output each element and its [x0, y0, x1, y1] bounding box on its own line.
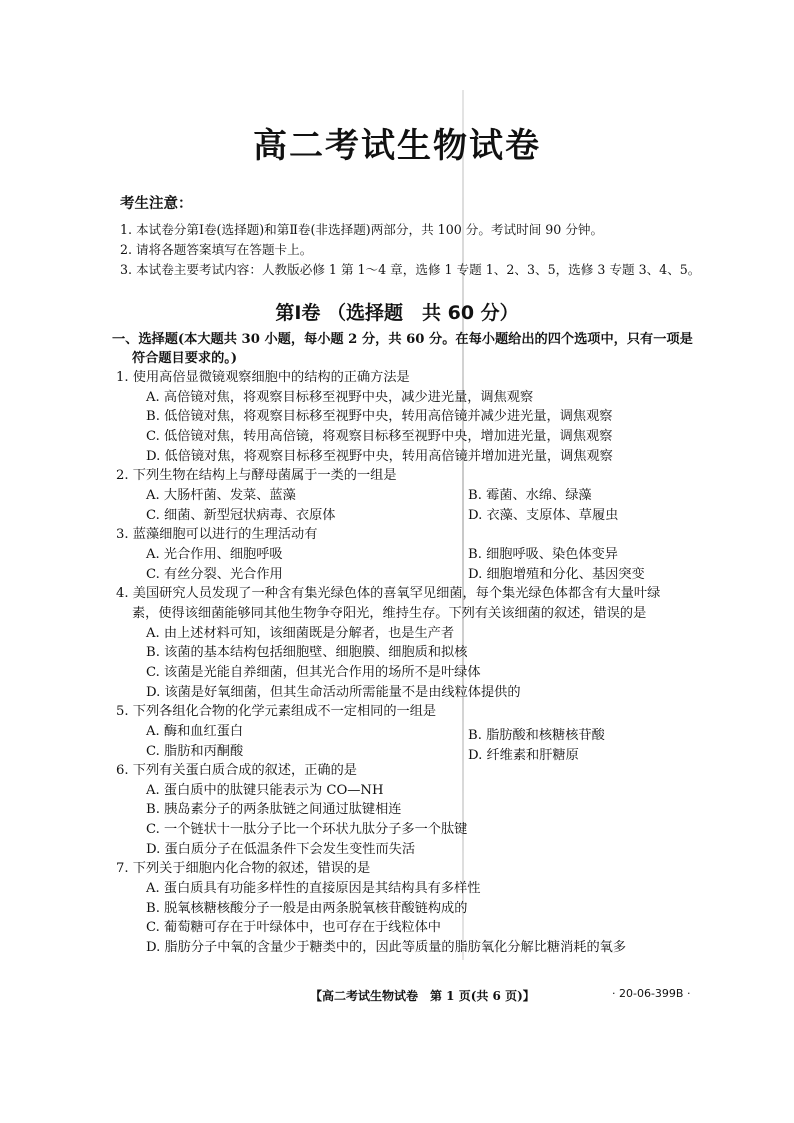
option-c: C. 低倍镜对焦，转用高倍镜，将观察目标移至视野中央，增加进光量，调焦观察 [146, 428, 613, 444]
exam-notice [120, 192, 740, 280]
question-stem: 3. 蓝藻细胞可以进行的生理活动有 [116, 527, 318, 543]
question-stem: 1. 使用高倍显微镜观察细胞中的结构的正确方法是 [116, 370, 410, 385]
option-b: B. 霉菌、水绵、绿藻 [468, 487, 592, 503]
option-b: B. 脱氧核糖核酸分子一般是由两条脱氧核苷酸链构成的 [146, 900, 468, 916]
option-d: D. 蛋白质分子在低温条件下会发生变性而失活 [146, 841, 416, 857]
question-3 [116, 525, 716, 584]
option-c: C. 细菌、新型冠状病毒、衣原体 [146, 507, 336, 523]
question-area [112, 330, 716, 957]
question-1 [116, 368, 716, 466]
option-c: C. 该菌是光能自养细菌，但其光合作用的场所不是叶绿体 [146, 664, 481, 680]
option-d: D. 该菌是好氧细菌，但其生命活动所需能量不是由线粒体提供的 [146, 684, 521, 700]
notice-line-2: 2. 请将各题答案填写在答题卡上。 [120, 242, 313, 257]
question-5 [116, 702, 716, 761]
option-a: A. 蛋白质中的肽键只能表示为 CO—NH [146, 782, 384, 798]
option-row [116, 486, 716, 506]
section-title: 第Ⅰ卷 （选择题 共 60 分） [275, 302, 519, 324]
question-7 [116, 859, 716, 957]
question-stem: 2. 下列生物在结构上与酵母菌属于一类的一组是 [116, 468, 397, 484]
option-d: D. 纤维素和肝糖原 [468, 747, 579, 763]
option-row [116, 506, 716, 526]
option-b: B. 胰岛素分子的两条肽链之间通过肽键相连 [146, 802, 402, 818]
question-2 [116, 466, 716, 525]
option-a: A. 酶和血红蛋白 [146, 723, 244, 739]
option-row [116, 722, 716, 742]
notice-heading: 考生注意： [120, 196, 193, 212]
question-4 [116, 584, 716, 702]
option-b: B. 该菌的基本结构包括细胞壁、细胞膜、细胞质和拟核 [146, 645, 468, 661]
question-stem: 5. 下列各组化合物的化学元素组成不一定相同的一组是 [116, 704, 437, 720]
footer-page-info: 【高二考试生物试卷 第 1 页(共 6 页)】 [310, 989, 535, 1003]
option-a: A. 光合作用、细胞呼吸 [146, 546, 283, 562]
option-a: A. 由上述材料可知，该细菌既是分解者，也是生产者 [146, 625, 455, 641]
question-6 [116, 761, 716, 859]
question-stem: 6. 下列有关蛋白质合成的叙述，正确的是 [116, 763, 357, 779]
notice-line-3: 3. 本试卷主要考试内容：人教版必修 1 第 1～4 章，选修 1 专题 1、2、3、5，选修 3 专题 3、4、5。 [120, 262, 701, 277]
question-stem: 4. 美国研究人员发现了一种含有集光绿色体的喜氧罕见细菌，每个集光绿色体都含有大量叶绿 [116, 586, 661, 602]
option-b: B. 低倍镜对焦，将观察目标移至视野中央，转用高倍镜并减少进光量，调焦观察 [146, 409, 613, 425]
option-d: D. 衣藻、支原体、草履虫 [468, 507, 619, 523]
option-b: B. 脂肪酸和核糖核苷酸 [468, 727, 605, 743]
question-stem: 7. 下列关于细胞内化合物的叙述，错误的是 [116, 861, 371, 877]
option-c: C. 葡萄糖可存在于叶绿体中，也可存在于线粒体中 [146, 920, 441, 936]
option-b: B. 细胞呼吸、染色体变异 [468, 546, 618, 562]
option-row [116, 545, 716, 565]
option-c: C. 一个链状十一肽分子比一个环状九肽分子多一个肽键 [146, 822, 468, 838]
option-row [116, 742, 716, 762]
option-d: D. 脂肪分子中氧的含量少于糖类中的，因此等质量的脂肪氧化分解比糖消耗的氧多 [146, 939, 627, 955]
option-d: D. 低倍镜对焦，将观察目标移至视野中央，转用高倍镜并增加进光量，调焦观察 [146, 448, 613, 464]
section-instruction [112, 330, 716, 368]
option-c: C. 脂肪和丙酮酸 [146, 743, 244, 759]
option-row [116, 565, 716, 585]
option-a: A. 高倍镜对焦，将观察目标移至视野中央，减少进光量，调焦观察 [146, 389, 534, 405]
footer-exam-code: · 20-06-399B · [612, 987, 691, 1000]
notice-line-1: 1. 本试卷分第Ⅰ卷(选择题)和第Ⅱ卷(非选择题)两部分，共 100 分。考试时间 90 分钟。 [120, 222, 604, 237]
option-a: A. 大肠杆菌、发菜、蓝藻 [146, 487, 296, 503]
option-d: D. 细胞增殖和分化、基因突变 [468, 566, 645, 582]
instruction-line-2: 符合题目要求的。) [132, 351, 238, 366]
option-c: C. 有丝分裂、光合作用 [146, 566, 283, 582]
instruction-line-1: 一、选择题(本大题共 30 小题，每小题 2 分，共 60 分。在每小题给出的四个选项中，只有一项是 [112, 332, 693, 347]
question-stem-continued: 素，使得该细菌能够同其他生物争夺阳光，维持生存。下列有关该细菌的叙述，错误的是 [132, 605, 647, 621]
option-a: A. 蛋白质具有功能多样性的直接原因是其结构具有多样性 [146, 881, 481, 897]
page-title: 高二考试生物试卷 [253, 126, 541, 166]
